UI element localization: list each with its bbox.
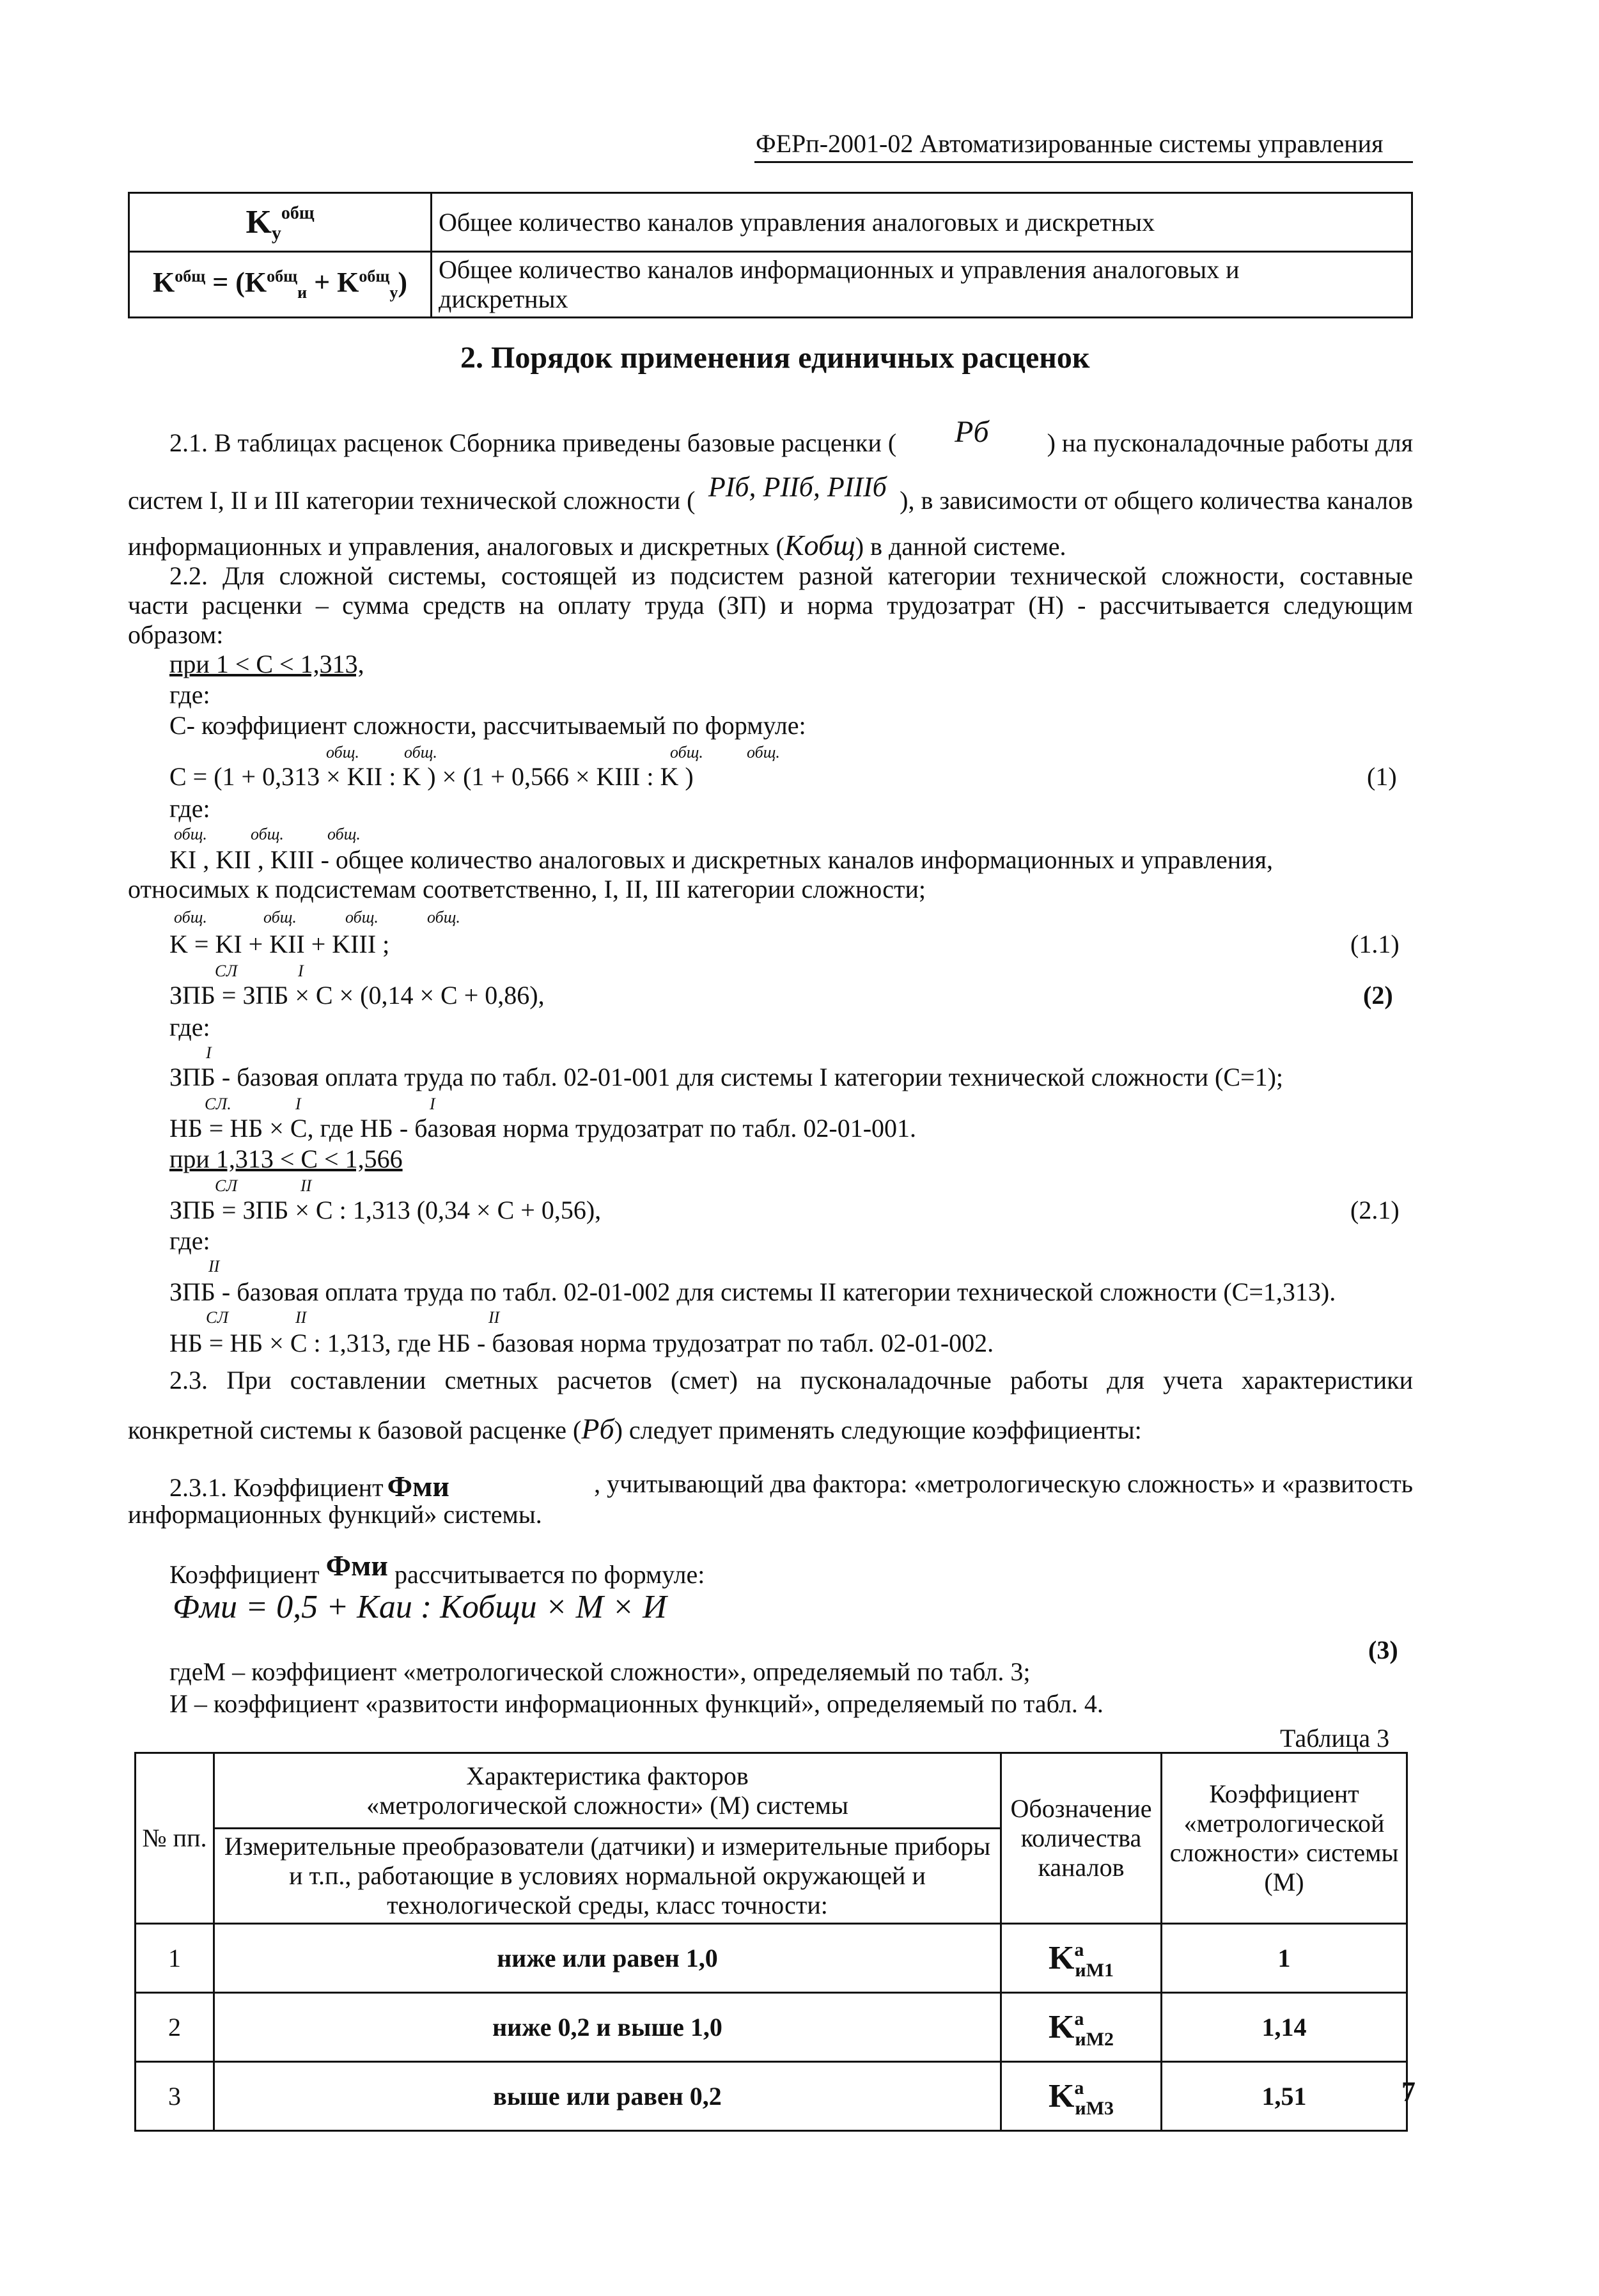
row-number: 1 — [136, 1924, 214, 1993]
formula-3-number: (3) — [1368, 1636, 1398, 1664]
def-symbol-ku: $K_у^{общ}$ — [129, 193, 432, 252]
row-designation: $K^а_{иM1}$ — [1001, 1924, 1162, 1993]
table-row — [136, 1924, 1407, 1993]
header-rule — [754, 161, 1413, 163]
formula-2-1: ЗПБ = ЗПБ × C : 1,313 (0,34 × C + 0,56), — [169, 1196, 602, 1224]
table-3-label: Таблица 3 — [1280, 1724, 1390, 1753]
row-coefficient: 1,14 — [1162, 1993, 1407, 2062]
formula-3: Фми = 0,5 + Kаи : Kобщи × M × И — [173, 1589, 667, 1625]
row-designation: $K^а_{иM3}$ — [1001, 2062, 1162, 2131]
table-3-header-no: № пп. — [136, 1753, 214, 1924]
where-label: где: — [169, 680, 210, 709]
formula-2-number: (2) — [1363, 981, 1393, 1010]
row-number: 3 — [136, 2062, 214, 2131]
para-2-2-line1: 2.2. Для сложной системы, состоящей из подсистем разной категории технической сложности, составные — [169, 561, 1413, 590]
k-definition-line1: KI , KII , KIII - общее количество аналоговых и дискретных каналов информационных и управления, — [169, 845, 1273, 874]
h2-definition: НБ = НБ × С : 1,313, где НБ - базовая норма трудозатрат по табл. 02-01-002. — [169, 1329, 994, 1357]
c-definition: С- коэффициент сложности, рассчитываемый по формуле: — [169, 711, 806, 740]
where-label: где: — [169, 1013, 210, 1042]
table-row — [136, 1993, 1407, 2062]
m-definition: гдеМ – коэффициент «метрологической сложности», определяемый по табл. 3; — [169, 1657, 1031, 1686]
para-2-3-line1: 2.3. При составлении сметных расчетов (смет) на пусконаладочные работы для учета характеристики — [169, 1366, 1413, 1394]
definitions-table — [128, 192, 1413, 318]
para-2-1-line2: систем I, II и III категории технической сложности ( PIб, PIIб, PIIIб ), в зависимости от общего количества каналов — [128, 471, 1413, 515]
condition-2: при 1,313 < C < 1,566 — [169, 1144, 403, 1173]
running-header: ФЕРп-2001-02 Автоматизированные системы управления — [756, 129, 1384, 158]
page-number: 7 — [1401, 2076, 1416, 2107]
k-definition-line2: относимых к подсистемам соответственно, I, II, III категории сложности; — [128, 875, 926, 903]
para-2-1-line3: информационных и управления, аналоговых и дискретных (Kобщ) в данной системе. — [128, 529, 1066, 561]
def-text-k-total: Общее количество каналов информационных и управления аналоговых и дискретных — [432, 252, 1412, 318]
coef-calc-line: Коэффициент Фми рассчитывается по формуле: — [169, 1549, 705, 1589]
row-description: ниже 0,2 и выше 1,0 — [214, 1993, 1001, 2062]
formula-2-1-number: (2.1) — [1350, 1196, 1400, 1224]
condition-1: при 1 < C < 1,313, — [169, 650, 364, 678]
para-2-2-line2: части расценки – сумма средств на оплату труда (ЗП) и норма трудозатрат (Н) - рассчитывается следующим — [128, 591, 1413, 620]
zp2-definition: ЗПБ - базовая оплата труда по табл. 02-01-002 для системы II категории технической сложности (С=1,313). — [169, 1277, 1336, 1306]
para-2-3-line2: конкретной системы к базовой расценке (Pб) следует применять следующие коэффициенты: — [128, 1412, 1142, 1445]
table-3-header-coefficient: Коэффициент «метрологической сложности» системы (М) — [1162, 1753, 1407, 1924]
h1-definition: НБ = НБ × С, где НБ - базовая норма трудозатрат по табл. 02-01-001. — [169, 1114, 917, 1143]
formula-1: C = (1 + 0,313 × KII : K ) × (1 + 0,566 × KIII : K ) — [169, 762, 694, 791]
row-designation: $K^а_{иM2}$ — [1001, 1993, 1162, 2062]
where-label: где: — [169, 1226, 210, 1255]
para-2-1-line1: 2.1. В таблицах расценок Сборника приведены базовые расценки ( Pб ) на пусконаладочные работы для — [169, 415, 1413, 457]
formula-1-number: (1) — [1367, 762, 1397, 791]
row-coefficient: 1,51 — [1162, 2062, 1407, 2131]
row-description: выше или равен 0,2 — [214, 2062, 1001, 2131]
row-description: ниже или равен 1,0 — [214, 1924, 1001, 1993]
formula-1-1: K = KI + KII + KIII ; — [169, 930, 390, 958]
table-3-header-characteristic: Характеристика факторов «метрологической сложности» (М) системы — [214, 1753, 1001, 1829]
table-row — [136, 2062, 1407, 2131]
where-label: где: — [169, 794, 210, 823]
row-number: 2 — [136, 1993, 214, 2062]
table-3-header-designation: Обозначение количества каналов — [1001, 1753, 1162, 1924]
para-2-2-line3: образом: — [128, 620, 224, 649]
zp1-definition: ЗПБ - базовая оплата труда по табл. 02-01-001 для системы I категории технической сложности (С=1); — [169, 1063, 1284, 1091]
para-2-3-1-line1: 2.3.1. Коэффициент Фми , учитывающий два фактора: «метрологическую сложность» и «развитость — [169, 1469, 1413, 1503]
formula-1-1-number: (1.1) — [1350, 930, 1400, 958]
section-title: 2. Порядок применения единичных расценок — [460, 341, 1090, 375]
para-2-3-1-line2: информационных функций» системы. — [128, 1500, 542, 1529]
table-3 — [134, 1752, 1408, 2132]
i-definition: И – коэффициент «развитости информационных функций», определяемый по табл. 4. — [169, 1689, 1104, 1718]
table-3-subheader: Измерительные преобразователи (датчики) и измерительные приборы и т.п., работающие в условиях нормальной окружающей и технологической среды, класс точности: — [214, 1829, 1001, 1924]
formula-2: ЗПБ = ЗПБ × C × (0,14 × C + 0,86), — [169, 981, 545, 1010]
def-symbol-k-total: $K^{общ} = (K^{общ}_и + K^{общ}_у)$ — [129, 252, 432, 318]
row-coefficient: 1 — [1162, 1924, 1407, 1993]
def-text-ku: Общее количество каналов управления аналоговых и дискретных — [432, 193, 1412, 252]
